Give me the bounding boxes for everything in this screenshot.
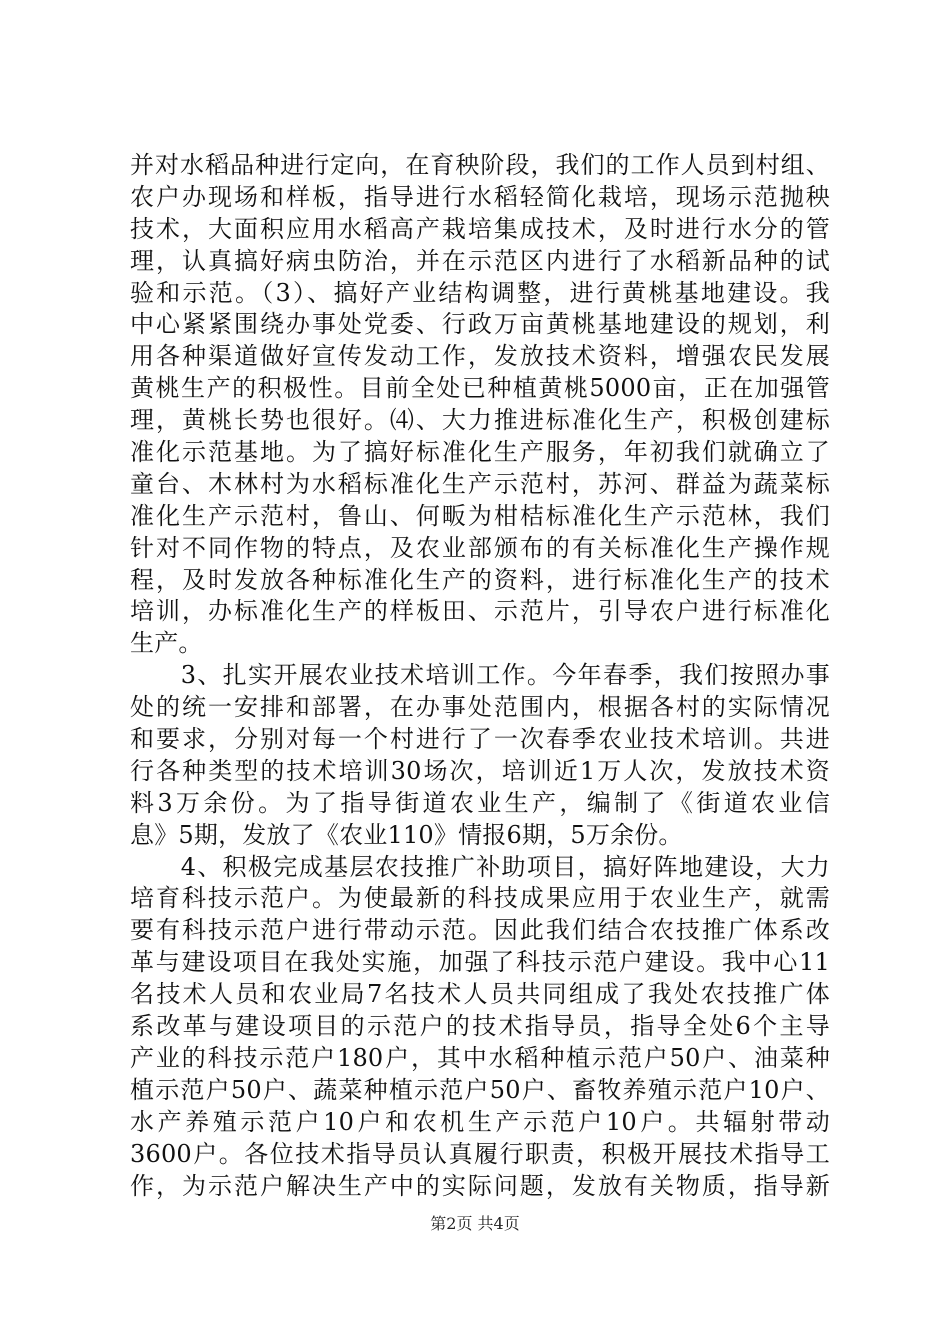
text-line: 童台、木林村为水稻标准化生产示范村，苏河、群益为蔬菜标 [130, 469, 830, 498]
text-line: 水产养殖示范户10户和农机生产示范户10户。共辐射带动 [130, 1107, 830, 1136]
text-line: 并对水稻品种进行定向，在育秧阶段，我们的工作人员到村组、 [130, 151, 830, 179]
text-line: 农户办现场和样板，指导进行水稻轻简化栽培，现场示范抛秧 [130, 182, 830, 211]
text-line: 植示范户50户、蔬菜种植示范户50户、畜牧养殖示范户10户、 [130, 1075, 830, 1104]
text-line: 行各种类型的技术培训30场次，培训近1万人次，发放技术资 [130, 756, 830, 785]
text-line: 准化示范基地。为了搞好标准化生产服务，年初我们就确立了 [130, 438, 830, 467]
text-line: 息》5期，发放了《农业110》情报6期，5万余份。 [130, 820, 683, 849]
text-line: 黄桃生产的积极性。目前全处已种植黄桃5000亩，正在加强管 [130, 374, 830, 403]
text-line: 培育科技示范户。为使最新的科技成果应用于农业生产，就需 [130, 884, 830, 913]
page-footer [0, 1214, 950, 1234]
text-line: 准化生产示范村，鲁山、何畈为柑桔标准化生产示范林，我们 [130, 501, 830, 530]
text-line: 要有科技示范户进行带动示范。因此我们结合农技推广体系改 [130, 916, 830, 945]
text-line: 程，及时发放各种标准化生产的资料，进行标准化生产的技术 [130, 565, 830, 594]
text-line: 用各种渠道做好宣传发动工作，发放技术资料，增强农民发展 [130, 342, 830, 371]
text-line: 作，为示范户解决生产中的实际问题，发放有关物质，指导新 [130, 1171, 830, 1200]
text-line: 产业的科技示范户180户，其中水稻种植示范户50户、油菜种 [130, 1043, 830, 1072]
text-line: 针对不同作物的特点，及农业部颁布的有关标准化生产操作规 [130, 533, 830, 562]
text-line: 理，认真搞好病虫防治，并在示范区内进行了水稻新品种的试 [130, 246, 830, 275]
text-line: 技术，大面积应用水稻高产栽培集成技术，及时进行水分的管 [130, 214, 830, 243]
text-line: 理，黄桃长势也很好。⑷、大力推进标准化生产，积极创建标 [130, 406, 830, 435]
text-line: 培训，办标准化生产的样板田、示范片，引导农户进行标准化 [130, 597, 830, 626]
text-line: 3、扎实开展农业技术培训工作。今年春季，我们按照办事 [130, 661, 830, 690]
text-line: 3600户。各位技术指导员认真履行职责，积极开展技术指导工 [130, 1139, 830, 1168]
text-line: 中心紧紧围绕办事处党委、行政万亩黄桃基地建设的规划，利 [130, 310, 830, 339]
text-line: 名技术人员和农业局7名技术人员共同组成了我处农技推广体 [130, 980, 830, 1009]
text-line: 系改革与建设项目的示范户的技术指导员，指导全处6个主导 [130, 1012, 830, 1041]
text-line: 验和示范。（3）、搞好产业结构调整，进行黄桃基地建设。我 [130, 278, 830, 307]
document-body [130, 150, 830, 1202]
page-number-label: 第2页 共4页 [430, 1214, 520, 1233]
text-line: 处的统一安排和部署，在办事处范围内，根据各村的实际情况 [130, 693, 830, 722]
text-line: 和要求，分别对每一个村进行了一次春季农业技术培训。共进 [130, 725, 830, 754]
text-line: 生产。 [130, 629, 203, 658]
text-line: 革与建设项目在我处实施，加强了科技示范户建设。我中心11 [130, 948, 830, 977]
text-line: 4、积极完成基层农技推广补助项目，搞好阵地建设，大力 [130, 852, 830, 881]
text-line: 料3万余份。为了指导街道农业生产，编制了《街道农业信 [130, 788, 830, 817]
